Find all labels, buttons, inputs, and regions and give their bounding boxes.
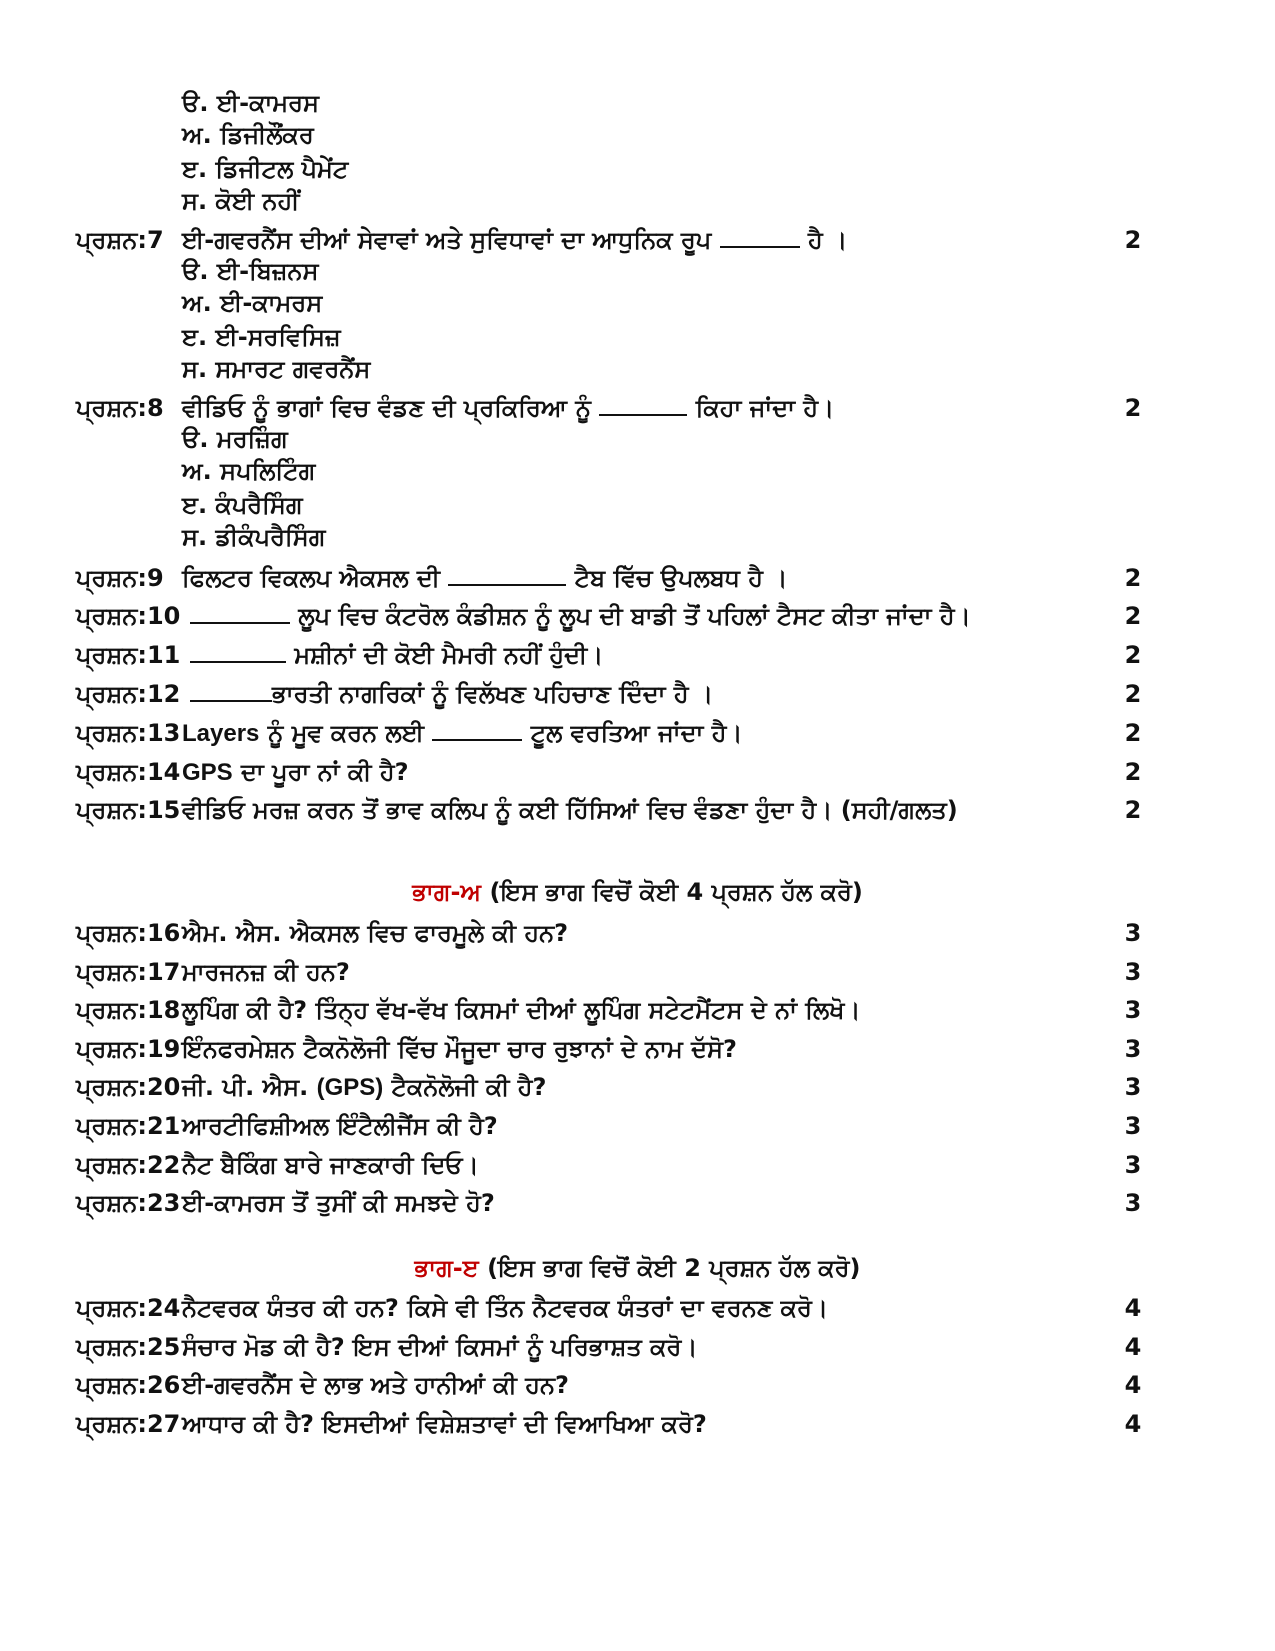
question-marks: 2 xyxy=(1124,719,1142,747)
question-marks: 2 xyxy=(1124,641,1142,669)
q6-option-c: ੲ. ਡਿਜੀਟਲ ਪੈਮੇਂਟ xyxy=(182,155,349,183)
question-24 xyxy=(0,1290,1275,1326)
question-text: Layers ਨੂੰ ਮੂਵ ਕਰਨ ਲਈ ਟੂਲ ਵਰਤਿਆ ਜਾਂਦਾ ਹੈ। xyxy=(182,719,743,747)
question-number: ਪ੍ਰਸ਼ਨ:10 xyxy=(76,602,181,630)
q8-option-a: ੳ. ਮਰਜ਼ਿੰਗ xyxy=(182,425,288,453)
section-c-instruction: (ਇਸ ਭਾਗ ਵਿਚੋਂ ਕੋਈ 2 ਪ੍ਰਸ਼ਨ ਹੱਲ ਕਰੋ) xyxy=(487,1254,861,1282)
q6-option-d: ਸ. ਕੋਈ ਨਹੀਂ xyxy=(182,187,300,215)
question-text: ਮਾਰਜਨਜ਼ ਕੀ ਹਨ? xyxy=(182,958,350,986)
question-number: ਪ੍ਰਸ਼ਨ:9 xyxy=(76,564,164,592)
question-marks: 4 xyxy=(1124,1371,1142,1399)
question-number: ਪ੍ਰਸ਼ਨ:23 xyxy=(76,1189,181,1217)
question-number: ਪ੍ਰਸ਼ਨ:21 xyxy=(76,1112,181,1140)
question-text: ਈ-ਕਾਮਰਸ ਤੋਂ ਤੁਸੀਂ ਕੀ ਸਮਝਦੇ ਹੋ? xyxy=(182,1189,495,1217)
question-marks: 2 xyxy=(1124,394,1142,422)
question-text: ਆਧਾਰ ਕੀ ਹੈ? ਇਸਦੀਆਂ ਵਿਸ਼ੇਸ਼ਤਾਵਾਂ ਦੀ ਵਿਆਖਿਆ ਕਰੋ? xyxy=(182,1410,707,1438)
question-marks: 3 xyxy=(1124,1189,1142,1217)
question-marks: 2 xyxy=(1124,564,1142,592)
question-marks: 4 xyxy=(1124,1333,1142,1361)
question-marks: 4 xyxy=(1124,1294,1142,1322)
question-text: ਮਸ਼ੀਨਾਂ ਦੀ ਕੋਈ ਮੈਮਰੀ ਨਹੀਂ ਹੁੰਦੀ। xyxy=(190,637,603,673)
question-text: ਈ-ਗਵਰਨੈਂਸ ਦੇ ਲਾਭ ਅਤੇ ਹਾਨੀਆਂ ਕੀ ਹਨ? xyxy=(182,1371,569,1399)
question-text: ਐਮ. ਐਸ. ਐਕਸਲ ਵਿਚ ਫਾਰਮੂਲੇ ਕੀ ਹਨ? xyxy=(182,919,569,947)
question-text: ਈ-ਗਵਰਨੈਂਸ ਦੀਆਂ ਸੇਵਾਵਾਂ ਅਤੇ ਸੁਵਿਧਾਵਾਂ ਦਾ ਆਧੁਨਿਕ ਰੂਪ ਹੈ । xyxy=(182,226,848,254)
question-13 xyxy=(0,715,1275,751)
question-text: ਇੰਨਫਰਮੇਸ਼ਨ ਟੈਕਨੋਲੋਜੀ ਵਿੱਚ ਮੌਜੂਦਾ ਚਾਰ ਰੁਝਾਨਾਂ ਦੇ ਨਾਮ ਦੱਸੋ? xyxy=(182,1035,737,1063)
question-marks: 2 xyxy=(1124,758,1142,786)
question-text: ਵੀਡਿਓ ਨੂੰ ਭਾਗਾਂ ਵਿਚ ਵੰਡਣ ਦੀ ਪ੍ਰਕਿਰਿਆ ਨੂੰ ਕਿਹਾ ਜਾਂਦਾ ਹੈ। xyxy=(182,394,835,422)
question-marks: 3 xyxy=(1124,1112,1142,1140)
question-number: ਪ੍ਰਸ਼ਨ:18 xyxy=(76,996,181,1024)
q7-option-b: ਅ. ਈ-ਕਾਮਰਸ xyxy=(182,289,323,317)
question-marks: 3 xyxy=(1124,1073,1142,1101)
question-19 xyxy=(0,1031,1275,1067)
question-text: ਲੂਪ ਵਿਚ ਕੰਟਰੋਲ ਕੰਡੀਸ਼ਨ ਨੂੰ ਲੂਪ ਦੀ ਬਾਡੀ ਤੋਂ ਪਹਿਲਾਂ ਟੈਸਟ ਕੀਤਾ ਜਾਂਦਾ ਹੈ। xyxy=(190,598,971,634)
question-25 xyxy=(0,1329,1275,1365)
question-17 xyxy=(0,954,1275,990)
question-marks: 3 xyxy=(1124,919,1142,947)
q8-option-b: ਅ. ਸਪਲਿਟਿੰਗ xyxy=(182,457,316,485)
question-marks: 2 xyxy=(1124,796,1142,824)
question-number: ਪ੍ਰਸ਼ਨ:14 xyxy=(76,758,181,786)
q7-option-c: ੲ. ਈ-ਸਰਵਿਸਿਜ਼ xyxy=(182,323,341,351)
section-b-title: ਭਾਗ-ਅ xyxy=(412,878,482,906)
question-23 xyxy=(0,1185,1275,1221)
question-18 xyxy=(0,992,1275,1028)
question-14 xyxy=(0,754,1275,790)
question-16 xyxy=(0,915,1275,951)
question-number: ਪ੍ਰਸ਼ਨ:13 xyxy=(76,719,181,747)
question-text: ਨੈਟਵਰਕ ਯੰਤਰ ਕੀ ਹਨ? ਕਿਸੇ ਵੀ ਤਿੰਨ ਨੈਟਵਰਕ ਯੰਤਰਾਂ ਦਾ ਵਰਨਣ ਕਰੋ। xyxy=(182,1294,829,1322)
question-26 xyxy=(0,1367,1275,1403)
question-11 xyxy=(0,637,1275,673)
section-b-instruction: (ਇਸ ਭਾਗ ਵਿਚੋਂ ਕੋਈ 4 ਪ੍ਰਸ਼ਨ ਹੱਲ ਕਰੋ) xyxy=(489,878,863,906)
q7-option-d: ਸ. ਸਮਾਰਟ ਗਵਰਨੈਂਸ xyxy=(182,355,371,383)
question-10 xyxy=(0,598,1275,634)
question-27 xyxy=(0,1406,1275,1442)
question-number: ਪ੍ਰਸ਼ਨ:11 xyxy=(76,641,181,669)
q8-option-d: ਸ. ਡੀਕੰਪਰੈਸਿੰਗ xyxy=(182,523,326,551)
question-number: ਪ੍ਰਸ਼ਨ:8 xyxy=(76,394,164,422)
q8-option-c: ੲ. ਕੰਪਰੈਸਿੰਗ xyxy=(182,491,303,519)
question-text: ਆਰਟੀਫਿਸ਼ੀਅਲ ਇੰਟੈਲੀਜੈਂਸ ਕੀ ਹੈ? xyxy=(182,1112,498,1140)
question-number: ਪ੍ਰਸ਼ਨ:20 xyxy=(76,1073,181,1101)
question-text: ਨੈਟ ਬੈਕਿੰਗ ਬਾਰੇ ਜਾਣਕਾਰੀ ਦਿਓ। xyxy=(182,1151,479,1179)
question-text: ਫਿਲਟਰ ਵਿਕਲਪ ਐਕਸਲ ਦੀ ਟੈਬ ਵਿੱਚ ਉਪਲਬਧ ਹੈ । xyxy=(182,564,788,592)
question-marks: 2 xyxy=(1124,602,1142,630)
question-text: GPS ਦਾ ਪੂਰਾ ਨਾਂ ਕੀ ਹੈ? xyxy=(182,758,409,786)
question-number: ਪ੍ਰਸ਼ਨ:7 xyxy=(76,226,164,254)
question-text: ਜੀ. ਪੀ. ਐਸ. (GPS) ਟੈਕਨੋਲੋਜੀ ਕੀ ਹੈ? xyxy=(182,1073,547,1101)
question-marks: 3 xyxy=(1124,958,1142,986)
q7-option-a: ੳ. ਈ-ਬਿਜ਼ਨਸ xyxy=(182,257,319,285)
question-number: ਪ੍ਰਸ਼ਨ:26 xyxy=(76,1371,181,1399)
question-number: ਪ੍ਰਸ਼ਨ:22 xyxy=(76,1151,181,1179)
question-21 xyxy=(0,1108,1275,1144)
q6-option-a: ੳ. ਈ-ਕਾਮਰਸ xyxy=(182,89,320,117)
question-20 xyxy=(0,1069,1275,1105)
section-c-title: ਭਾਗ-ੲ xyxy=(414,1254,479,1282)
section-b-heading xyxy=(0,874,1275,910)
question-number: ਪ੍ਰਸ਼ਨ:15 xyxy=(76,796,181,824)
question-marks: 3 xyxy=(1124,996,1142,1024)
question-marks: 3 xyxy=(1124,1035,1142,1063)
question-text: ਵੀਡਿਓ ਮਰਜ਼ ਕਰਨ ਤੋਂ ਭਾਵ ਕਲਿਪ ਨੂੰ ਕਈ ਹਿੱਸਿਆਂ ਵਿਚ ਵੰਡਣਾ ਹੁੰਦਾ ਹੈ। (ਸਹੀ/ਗਲਤ) xyxy=(182,796,958,824)
question-number: ਪ੍ਰਸ਼ਨ:16 xyxy=(76,919,181,947)
question-9 xyxy=(0,560,1275,596)
question-number: ਪ੍ਰਸ਼ਨ:19 xyxy=(76,1035,181,1063)
question-15 xyxy=(0,792,1275,828)
question-number: ਪ੍ਰਸ਼ਨ:12 xyxy=(76,680,181,708)
question-number: ਪ੍ਰਸ਼ਨ:27 xyxy=(76,1410,181,1438)
question-22 xyxy=(0,1147,1275,1183)
question-text: ਸੰਚਾਰ ਮੋਡ ਕੀ ਹੈ? ਇਸ ਦੀਆਂ ਕਿਸਮਾਂ ਨੂੰ ਪਰਿਭਾਸ਼ਤ ਕਰੋ। xyxy=(182,1333,698,1361)
question-text: ਭਾਰਤੀ ਨਾਗਰਿਕਾਂ ਨੂੰ ਵਿਲੱਖਣ ਪਹਿਚਾਣ ਦਿੰਦਾ ਹੈ । xyxy=(190,676,713,712)
question-7 xyxy=(0,222,1275,258)
q6-option-b: ਅ. ਡਿਜੀਲੌਂਕਰ xyxy=(182,121,314,149)
question-marks: 2 xyxy=(1124,680,1142,708)
question-marks: 2 xyxy=(1124,226,1142,254)
question-8 xyxy=(0,390,1275,426)
question-marks: 3 xyxy=(1124,1151,1142,1179)
question-marks: 4 xyxy=(1124,1410,1142,1438)
question-number: ਪ੍ਰਸ਼ਨ:17 xyxy=(76,958,181,986)
question-12 xyxy=(0,676,1275,712)
question-number: ਪ੍ਰਸ਼ਨ:24 xyxy=(76,1294,181,1322)
section-c-heading xyxy=(0,1250,1275,1286)
question-number: ਪ੍ਰਸ਼ਨ:25 xyxy=(76,1333,181,1361)
question-text: ਲੂਪਿੰਗ ਕੀ ਹੈ? ਤਿੰਨ੍ਹ ਵੱਖ-ਵੱਖ ਕਿਸਮਾਂ ਦੀਆਂ ਲੂਪਿੰਗ ਸਟੇਟਮੈਂਟਸ ਦੇ ਨਾਂ ਲਿਖੋ। xyxy=(182,996,861,1024)
